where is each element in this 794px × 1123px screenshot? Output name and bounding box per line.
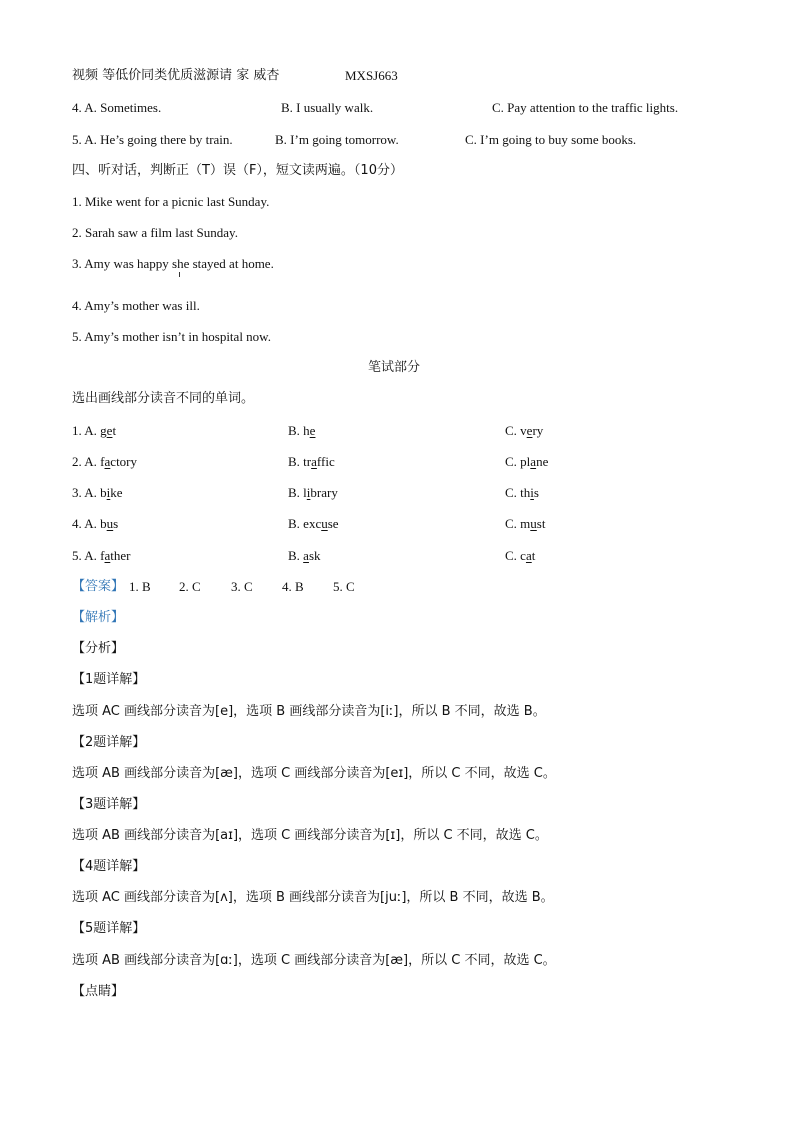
statement-3: 3. Amy was happy she stayed at home.: [72, 256, 274, 271]
option-4b: B. I usually walk.: [281, 100, 374, 115]
answer-label: 【答案】: [72, 579, 125, 594]
detail-heading-1: 【1题详解】: [72, 672, 146, 687]
detail-text-2: 选项 AB 画线部分读音为[æ]，选项 C 画线部分读音为[eɪ]，所以 C 不同，故选 C。: [72, 766, 556, 781]
option-4c: C. Pay attention to the traffic lights.: [492, 100, 679, 115]
detail-text-3: 选项 AB 画线部分读音为[aɪ]，选项 C 画线部分读音为[ɪ]，所以 C 不同，故选 C。: [72, 828, 548, 843]
written-title: 笔试部分: [368, 360, 421, 375]
written-instruction: 选出画线部分读音不同的单词。: [72, 391, 255, 406]
option-5c: C. I’m going to buy some books.: [465, 132, 637, 147]
answer-item: 1. B: [129, 579, 151, 594]
detail-heading-3: 【3题详解】: [72, 797, 146, 812]
detail-heading-2: 【2题详解】: [72, 735, 146, 750]
detail-text-4: 选项 AC 画线部分读音为[ʌ]，选项 B 画线部分读音为[juː]，所以 B 不同，故选 B。: [72, 890, 554, 905]
statement-4: 4. Amy’s mother was ill.: [72, 298, 200, 313]
answer-item: 3. C: [231, 579, 253, 594]
detail-heading-4: 【4题详解】: [72, 859, 146, 874]
section4-title: 四、听对话，判断正（T）误（F），短文读两遍。（10分）: [72, 163, 403, 178]
answer-item: 4. B: [282, 579, 304, 594]
option-4a: 4. A. Sometimes.: [72, 100, 162, 115]
detail-heading-5: 【5题详解】: [72, 921, 146, 936]
tick-mark: [179, 272, 180, 277]
fenxi-heading: 【分析】: [72, 641, 125, 656]
answer-item: 2. C: [179, 579, 201, 594]
header-text: 视频 等低价同类优质滋源请 家 威杏: [72, 68, 280, 83]
analysis-label: 【解析】: [72, 610, 125, 625]
statement-2: 2. Sarah saw a film last Sunday.: [72, 225, 238, 240]
statement-1: 1. Mike went for a picnic last Sunday.: [72, 194, 270, 209]
dianjing-heading: 【点睛】: [72, 984, 125, 999]
answer-item: 5. C: [333, 579, 355, 594]
statement-5: 5. Amy’s mother isn’t in hospital now.: [72, 329, 271, 344]
option-5b: B. I’m going tomorrow.: [275, 132, 399, 147]
option-5a: 5. A. He’s going there by train.: [72, 132, 233, 147]
detail-text-1: 选项 AC 画线部分读音为[e]，选项 B 画线部分读音为[iː]，所以 B 不同，故选 B。: [72, 704, 546, 719]
detail-text-5: 选项 AB 画线部分读音为[ɑː]，选项 C 画线部分读音为[æ]，所以 C 不同，故选 C。: [72, 953, 556, 968]
header-code: MXSJ663: [345, 68, 398, 83]
